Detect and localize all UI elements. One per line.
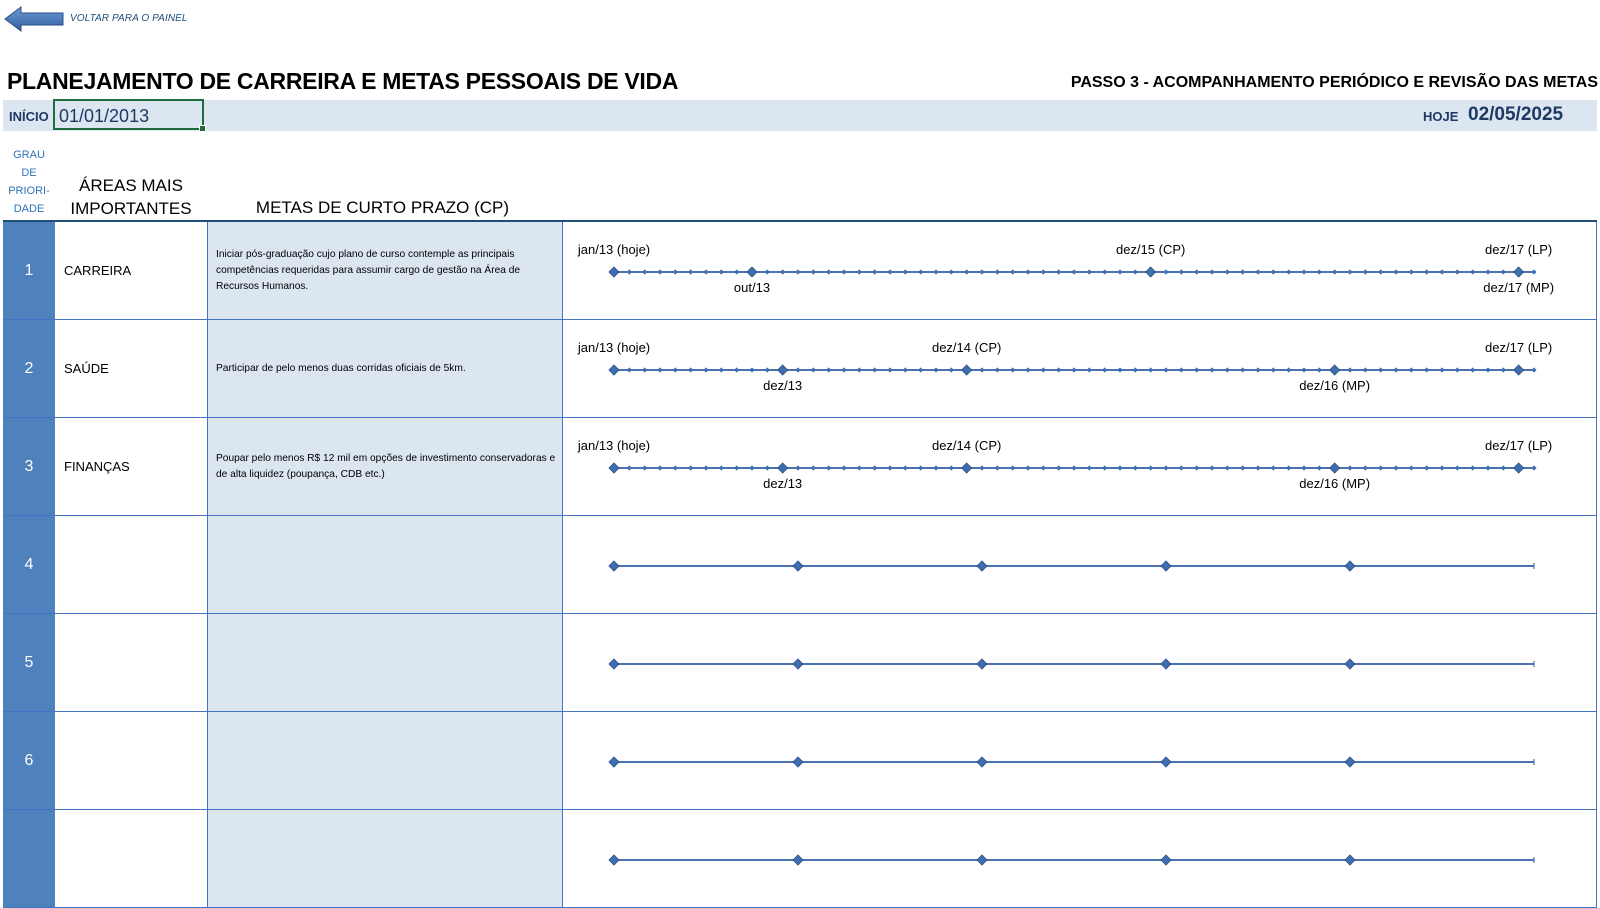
month-tick bbox=[1317, 269, 1322, 274]
month-tick bbox=[1378, 367, 1383, 372]
goal-cell[interactable] bbox=[208, 516, 563, 613]
month-tick bbox=[673, 269, 678, 274]
month-tick bbox=[979, 465, 984, 470]
milestone-marker bbox=[609, 659, 619, 669]
milestone-marker bbox=[609, 267, 619, 277]
month-tick bbox=[703, 269, 708, 274]
month-tick bbox=[1424, 269, 1429, 274]
milestone-marker bbox=[1146, 267, 1156, 277]
milestone-marker bbox=[609, 561, 619, 571]
month-tick bbox=[734, 465, 739, 470]
timeline-cell bbox=[563, 222, 1597, 319]
month-tick bbox=[1332, 269, 1337, 274]
milestone-marker bbox=[793, 757, 803, 767]
goal-cell[interactable]: Iniciar pós-graduação cujo plano de curso contemple as principais competências requeridas para assumir cargo de gestão na Área de Recursos Humanos. bbox=[208, 222, 563, 319]
month-tick bbox=[780, 269, 785, 274]
table-row bbox=[3, 320, 1597, 418]
month-tick bbox=[795, 465, 800, 470]
month-tick bbox=[1455, 367, 1460, 372]
month-tick bbox=[703, 367, 708, 372]
month-tick bbox=[765, 367, 770, 372]
month-tick bbox=[1209, 269, 1214, 274]
month-tick bbox=[1102, 269, 1107, 274]
column-header-goals: METAS DE CURTO PRAZO (CP) bbox=[255, 198, 510, 217]
milestone-marker bbox=[1345, 659, 1355, 669]
month-tick bbox=[887, 367, 892, 372]
month-tick bbox=[995, 465, 1000, 470]
month-tick bbox=[841, 367, 846, 372]
column-header-priority-line: DADE bbox=[13, 203, 45, 215]
month-tick bbox=[734, 269, 739, 274]
milestone-marker bbox=[778, 365, 788, 375]
month-tick bbox=[933, 367, 938, 372]
timeline-cell bbox=[563, 614, 1597, 711]
month-tick bbox=[811, 465, 816, 470]
milestone-marker bbox=[747, 267, 757, 277]
month-tick bbox=[657, 367, 662, 372]
month-tick bbox=[688, 465, 693, 470]
table-row bbox=[3, 712, 1597, 810]
month-tick bbox=[1286, 269, 1291, 274]
month-tick bbox=[642, 269, 647, 274]
timeline-svg bbox=[563, 222, 1597, 320]
area-cell[interactable] bbox=[55, 614, 208, 711]
month-tick bbox=[1133, 367, 1138, 372]
month-tick bbox=[1271, 269, 1276, 274]
milestone-label: jan/13 (hoje) bbox=[577, 438, 651, 453]
area-cell[interactable] bbox=[55, 810, 208, 907]
month-tick bbox=[719, 465, 724, 470]
goal-cell[interactable]: Poupar pelo menos R$ 12 mil em opções de investimento conservadoras e de alta liquidez (poupança, CDB etc.) bbox=[208, 418, 563, 515]
milestone-label: dez/15 (CP) bbox=[1115, 242, 1186, 257]
month-tick bbox=[1255, 465, 1260, 470]
month-tick bbox=[1301, 269, 1306, 274]
month-tick bbox=[933, 269, 938, 274]
month-tick bbox=[627, 269, 632, 274]
month-tick bbox=[1041, 367, 1046, 372]
area-cell[interactable] bbox=[55, 712, 208, 809]
month-tick bbox=[1531, 367, 1536, 372]
goal-cell[interactable]: Participar de pelo menos duas corridas oficiais de 5km. bbox=[208, 320, 563, 417]
month-tick bbox=[1286, 465, 1291, 470]
month-tick bbox=[1424, 367, 1429, 372]
column-header-priority-line: PRIORI- bbox=[8, 185, 50, 197]
month-tick bbox=[1501, 465, 1506, 470]
back-to-panel-button[interactable] bbox=[4, 4, 188, 34]
table-row bbox=[3, 516, 1597, 614]
month-tick bbox=[642, 367, 647, 372]
month-tick bbox=[857, 269, 862, 274]
month-tick bbox=[933, 465, 938, 470]
month-tick bbox=[995, 269, 1000, 274]
priority-cell[interactable]: 3 bbox=[3, 418, 55, 515]
timeline-cell bbox=[563, 712, 1597, 809]
back-to-panel-label: VOLTAR PARA O PAINEL bbox=[70, 13, 188, 24]
month-tick bbox=[1071, 465, 1076, 470]
month-tick bbox=[1179, 269, 1184, 274]
area-cell[interactable] bbox=[55, 516, 208, 613]
month-tick bbox=[1347, 367, 1352, 372]
priority-cell[interactable] bbox=[3, 810, 55, 907]
month-tick bbox=[872, 269, 877, 274]
month-tick bbox=[749, 367, 754, 372]
month-tick bbox=[1225, 269, 1230, 274]
month-tick bbox=[1485, 367, 1490, 372]
today-value: 02/05/2025 bbox=[1468, 104, 1564, 125]
month-tick bbox=[1501, 367, 1506, 372]
month-tick bbox=[1041, 465, 1046, 470]
month-tick bbox=[841, 269, 846, 274]
month-tick bbox=[811, 269, 816, 274]
month-tick bbox=[903, 269, 908, 274]
month-tick bbox=[1071, 269, 1076, 274]
month-tick bbox=[1485, 269, 1490, 274]
milestone-marker bbox=[793, 659, 803, 669]
month-tick bbox=[887, 269, 892, 274]
timeline-svg bbox=[563, 712, 1597, 810]
month-tick bbox=[1194, 367, 1199, 372]
goal-cell[interactable] bbox=[208, 712, 563, 809]
month-tick bbox=[1163, 465, 1168, 470]
month-tick bbox=[734, 367, 739, 372]
month-tick bbox=[1286, 367, 1291, 372]
milestone-marker bbox=[977, 561, 987, 571]
month-tick bbox=[765, 465, 770, 470]
priority-cell[interactable]: 2 bbox=[3, 320, 55, 417]
table-row bbox=[3, 614, 1597, 712]
milestone-marker bbox=[1161, 855, 1171, 865]
month-tick bbox=[1225, 465, 1230, 470]
milestone-marker bbox=[609, 757, 619, 767]
milestone-marker bbox=[609, 855, 619, 865]
milestone-label: dez/16 (MP) bbox=[1299, 476, 1371, 491]
month-tick bbox=[1363, 465, 1368, 470]
milestone-label: dez/16 (MP) bbox=[1299, 378, 1371, 393]
month-tick bbox=[1271, 367, 1276, 372]
month-tick bbox=[1240, 269, 1245, 274]
start-date-value: 01/01/2013 bbox=[59, 106, 150, 126]
milestone-marker bbox=[793, 855, 803, 865]
month-tick bbox=[1393, 465, 1398, 470]
month-tick bbox=[1409, 269, 1414, 274]
month-tick bbox=[673, 465, 678, 470]
month-tick bbox=[1439, 465, 1444, 470]
timeline-cell bbox=[563, 810, 1597, 907]
milestone-marker bbox=[977, 855, 987, 865]
month-tick bbox=[1056, 367, 1061, 372]
milestone-label: dez/17 (LP) bbox=[1485, 340, 1553, 355]
priority-cell[interactable]: 6 bbox=[3, 712, 55, 809]
table-row bbox=[3, 810, 1597, 908]
month-tick bbox=[1010, 367, 1015, 372]
month-tick bbox=[1163, 269, 1168, 274]
month-tick bbox=[1010, 465, 1015, 470]
timeline-svg bbox=[563, 418, 1597, 516]
month-tick bbox=[1455, 269, 1460, 274]
timeline-svg bbox=[563, 516, 1597, 614]
milestone-label: dez/13 bbox=[763, 476, 803, 491]
milestone-marker bbox=[793, 561, 803, 571]
area-cell[interactable]: CARREIRA bbox=[55, 222, 208, 319]
month-tick bbox=[1025, 367, 1030, 372]
goal-cell[interactable] bbox=[208, 614, 563, 711]
month-tick bbox=[1470, 269, 1475, 274]
month-tick bbox=[1271, 465, 1276, 470]
today-label: HOJE bbox=[1423, 109, 1459, 124]
month-tick bbox=[627, 367, 632, 372]
month-tick bbox=[1409, 465, 1414, 470]
month-tick bbox=[719, 269, 724, 274]
milestone-marker bbox=[1514, 463, 1524, 473]
milestone-label: jan/13 (hoje) bbox=[577, 340, 651, 355]
month-tick bbox=[795, 269, 800, 274]
month-tick bbox=[1363, 367, 1368, 372]
timeline-cell bbox=[563, 320, 1597, 417]
milestone-label: jan/13 (hoje) bbox=[577, 242, 651, 257]
month-tick bbox=[1363, 269, 1368, 274]
column-header-priority-line: DE bbox=[21, 167, 37, 179]
month-tick bbox=[949, 465, 954, 470]
month-tick bbox=[1041, 269, 1046, 274]
priority-cell[interactable]: 4 bbox=[3, 516, 55, 613]
milestone-label: dez/14 (CP) bbox=[931, 438, 1002, 453]
month-tick bbox=[688, 367, 693, 372]
column-header-priority-line: GRAU bbox=[13, 149, 45, 161]
month-tick bbox=[1301, 367, 1306, 372]
milestone-marker bbox=[1330, 463, 1340, 473]
month-tick bbox=[1087, 269, 1092, 274]
month-tick bbox=[749, 465, 754, 470]
month-tick bbox=[1025, 465, 1030, 470]
arrow-left-icon bbox=[4, 6, 64, 32]
cell-fill-handle[interactable] bbox=[199, 125, 206, 132]
timeline-cell bbox=[563, 516, 1597, 613]
milestone-label: dez/13 bbox=[763, 378, 803, 393]
month-tick bbox=[1470, 367, 1475, 372]
start-date-label: INÍCIO bbox=[9, 109, 49, 124]
month-tick bbox=[1025, 269, 1030, 274]
month-tick bbox=[1209, 465, 1214, 470]
timeline-svg bbox=[563, 320, 1597, 418]
milestone-label: dez/17 (LP) bbox=[1485, 438, 1553, 453]
milestone-marker bbox=[609, 365, 619, 375]
month-tick bbox=[642, 465, 647, 470]
month-tick bbox=[673, 367, 678, 372]
month-tick bbox=[1087, 465, 1092, 470]
month-tick bbox=[1133, 269, 1138, 274]
month-tick bbox=[949, 367, 954, 372]
month-tick bbox=[1102, 465, 1107, 470]
month-tick bbox=[1409, 367, 1414, 372]
milestone-marker bbox=[1514, 365, 1524, 375]
column-header-areas-line: IMPORTANTES bbox=[70, 199, 192, 218]
month-tick bbox=[811, 367, 816, 372]
milestone-marker bbox=[1345, 561, 1355, 571]
month-tick bbox=[1117, 465, 1122, 470]
timeline-svg bbox=[563, 614, 1597, 712]
month-tick bbox=[1148, 367, 1153, 372]
month-tick bbox=[627, 465, 632, 470]
month-tick bbox=[857, 367, 862, 372]
month-tick bbox=[1255, 367, 1260, 372]
milestone-marker bbox=[1161, 659, 1171, 669]
month-tick bbox=[657, 465, 662, 470]
table-row bbox=[3, 418, 1597, 516]
step-title: PASSO 3 - ACOMPANHAMENTO PERIÓDICO E REVISÃO DAS METAS bbox=[1070, 74, 1598, 91]
month-tick bbox=[903, 367, 908, 372]
goal-cell[interactable] bbox=[208, 810, 563, 907]
month-tick bbox=[1317, 465, 1322, 470]
milestone-marker bbox=[609, 463, 619, 473]
month-tick bbox=[1087, 367, 1092, 372]
milestone-label: dez/17 (LP) bbox=[1485, 242, 1553, 257]
month-tick bbox=[688, 269, 693, 274]
month-tick bbox=[1010, 269, 1015, 274]
month-tick bbox=[1347, 269, 1352, 274]
month-tick bbox=[1194, 269, 1199, 274]
milestone-marker bbox=[962, 463, 972, 473]
page-title: PLANEJAMENTO DE CARREIRA E METAS PESSOAIS DE VIDA bbox=[7, 68, 679, 94]
month-tick bbox=[826, 269, 831, 274]
priority-cell[interactable]: 1 bbox=[3, 222, 55, 319]
milestone-marker bbox=[1161, 757, 1171, 767]
milestone-marker bbox=[1514, 267, 1524, 277]
month-tick bbox=[949, 269, 954, 274]
timeline-cell bbox=[563, 418, 1597, 515]
month-tick bbox=[826, 367, 831, 372]
milestone-marker bbox=[977, 757, 987, 767]
timeline-svg bbox=[563, 810, 1597, 908]
month-tick bbox=[1163, 367, 1168, 372]
month-tick bbox=[979, 269, 984, 274]
area-cell[interactable]: FINANÇAS bbox=[55, 418, 208, 515]
milestone-marker bbox=[962, 365, 972, 375]
month-tick bbox=[872, 367, 877, 372]
column-header-areas bbox=[56, 174, 206, 220]
month-tick bbox=[1240, 367, 1245, 372]
month-tick bbox=[1133, 465, 1138, 470]
month-tick bbox=[1347, 465, 1352, 470]
month-tick bbox=[1485, 465, 1490, 470]
month-tick bbox=[857, 465, 862, 470]
area-cell[interactable]: SAÚDE bbox=[55, 320, 208, 417]
goal-table bbox=[3, 222, 1597, 908]
month-tick bbox=[918, 269, 923, 274]
start-date-cell[interactable] bbox=[53, 99, 204, 130]
month-tick bbox=[1439, 269, 1444, 274]
milestone-label: dez/14 (CP) bbox=[931, 340, 1002, 355]
month-tick bbox=[1240, 465, 1245, 470]
date-band bbox=[3, 100, 1597, 131]
month-tick bbox=[1209, 367, 1214, 372]
column-header-areas-line: ÁREAS MAIS bbox=[79, 176, 183, 195]
month-tick bbox=[1056, 465, 1061, 470]
month-tick bbox=[719, 367, 724, 372]
month-tick bbox=[1255, 269, 1260, 274]
month-tick bbox=[1148, 465, 1153, 470]
month-tick bbox=[1071, 367, 1076, 372]
month-tick bbox=[1531, 465, 1536, 470]
milestone-marker bbox=[977, 659, 987, 669]
month-tick bbox=[703, 465, 708, 470]
month-tick bbox=[1470, 465, 1475, 470]
month-tick bbox=[918, 465, 923, 470]
month-tick bbox=[979, 367, 984, 372]
month-tick bbox=[1378, 465, 1383, 470]
month-tick bbox=[1225, 367, 1230, 372]
month-tick bbox=[1056, 269, 1061, 274]
month-tick bbox=[1378, 269, 1383, 274]
month-tick bbox=[1194, 465, 1199, 470]
month-tick bbox=[1393, 367, 1398, 372]
month-tick bbox=[841, 465, 846, 470]
month-tick bbox=[1317, 367, 1322, 372]
month-tick bbox=[872, 465, 877, 470]
priority-cell[interactable]: 5 bbox=[3, 614, 55, 711]
milestone-marker bbox=[1345, 855, 1355, 865]
month-tick bbox=[1179, 465, 1184, 470]
milestone-label: dez/17 (MP) bbox=[1483, 280, 1555, 295]
month-tick bbox=[964, 269, 969, 274]
month-tick bbox=[826, 465, 831, 470]
month-tick bbox=[1455, 465, 1460, 470]
table-row bbox=[3, 222, 1597, 320]
month-tick bbox=[903, 465, 908, 470]
month-tick bbox=[995, 367, 1000, 372]
month-tick bbox=[1393, 269, 1398, 274]
month-tick bbox=[1424, 465, 1429, 470]
milestone-marker bbox=[1330, 365, 1340, 375]
month-tick bbox=[918, 367, 923, 372]
month-tick bbox=[1301, 465, 1306, 470]
month-tick bbox=[1117, 269, 1122, 274]
month-tick bbox=[657, 269, 662, 274]
month-tick bbox=[1531, 269, 1536, 274]
month-tick bbox=[1179, 367, 1184, 372]
milestone-marker bbox=[1345, 757, 1355, 767]
month-tick bbox=[1501, 269, 1506, 274]
column-header-priority bbox=[3, 146, 55, 218]
milestone-marker bbox=[778, 463, 788, 473]
milestone-marker bbox=[1161, 561, 1171, 571]
month-tick bbox=[795, 367, 800, 372]
month-tick bbox=[1102, 367, 1107, 372]
milestone-label: out/13 bbox=[733, 280, 771, 295]
month-tick bbox=[765, 269, 770, 274]
month-tick bbox=[887, 465, 892, 470]
month-tick bbox=[1117, 367, 1122, 372]
month-tick bbox=[1439, 367, 1444, 372]
